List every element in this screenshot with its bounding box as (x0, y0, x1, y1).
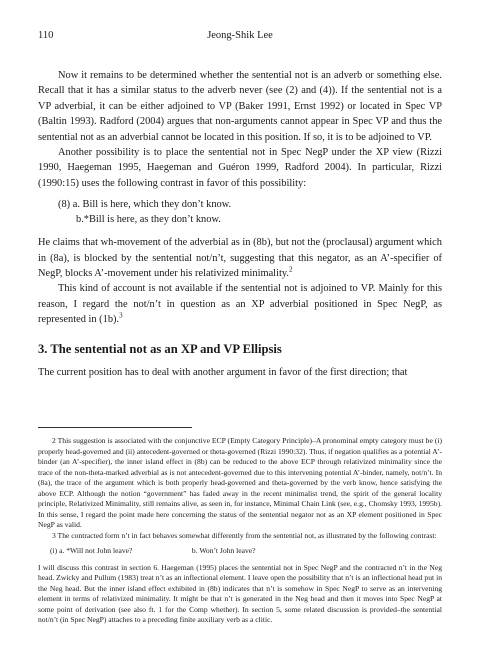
footnotes (38, 436, 442, 626)
paragraph-5: The current position has to deal with another argument in favor of the first direction; that (38, 367, 408, 379)
footnote-rule (38, 427, 192, 428)
footnote-3-example-b: b. Won’t John leave? (191, 546, 256, 555)
footnote-3-example-a: (i) a. *Will not John leave? (50, 546, 133, 555)
paragraph-2: Another possibility is to place the sentential not in Spec NegP under the XP view (Rizzi 1990, Haegeman 1995, Haegeman and Guéron 1999, Radford 2004). In particular, Rizzi (1990:15) uses the following contrast in favor of this possibility: (38, 147, 442, 189)
page-number: 110 (38, 30, 54, 41)
example-8b: b.*Bill is here, as they don’t know. (76, 214, 221, 226)
body-text (38, 68, 442, 381)
footnote-2: 2 This suggestion is associated with the conjunctive ECP (Empty Category Principle)–A pronominal empty category must be (i) properly head-governed and (ii) antecedent-governed or theta-governed (Rizzi 1990:32). Thus, if negation qualifies as a potential A’-binder (an A’-specifier), the inner island effect in (8b) can be reduced to the above ECP through relativized minimality since the trace of the non-theta-marked adverbial as is not antecedent-governed due to this intervening potential A’-binder, namely, not/n’t. In (8a), the trace of the argument which is both properly head-governed and theta-governed by the verb know, hence satisfying the above ECP. Although the notion “government” has faded away in the recent minimalist trend, the spirit of the general locality principle, Relativized Minimality, still remains alive, as seen in, for instance, Minimal Chain Link (see, e.g., Chomsky 1993, 1995b). In this sense, I regard the point made here concerning the status of the sentential negator not as an XP element positioned in Spec NegP as valid. (38, 436, 442, 529)
footnote-ref-3[interactable]: 3 (119, 311, 123, 320)
example-8a: (8) a. Bill is here, which they don’t know. (58, 199, 232, 211)
footnote-3-continuation: I will discuss this contrast in section 6. Haegeman (1995) places the sentential not in Spec NegP and the contracted n’t in the Neg head. Zwicky and Pullum (1983) treat n’t as an inflectional element. I leave open the possibility that n’t is an inflectional head put in the Neg head. But the inner island effect exhibited in (8b) indicates that n’t is somehow in Spec NegP to serve as an intervening element in terms of relativized minimality. It might be that n’t is generated in the Neg head and then it moves into Spec NegP at some point of derivation (see also ft. 1 for the Comp whether). In section 5, some related discussion is provided–the sentential not/n’t (in Spec NegP) attaches to a preceding finite auxiliary verb as a clitic. (38, 562, 442, 624)
running-head-author: Jeong-Shik Lee (207, 30, 273, 41)
paragraph-4 (38, 281, 442, 327)
footnote-ref-2[interactable]: 2 (288, 265, 293, 274)
footnote-3: 3 The contracted form n’t in fact behaves somewhat differently from the sentential not, as illustrated by the following contrast: (52, 530, 437, 540)
running-header (38, 30, 442, 44)
paragraph-3-text: He claims that wh-movement of the adverbial as in (8b), but not the (proclausal) argument which in (8a), is blocked by the sentential not/n’t, suggesting that this negator, as an A’-specifier of NegP, blocks A’-movement under his relativized minimality. (38, 237, 442, 280)
paragraph-3 (38, 235, 442, 281)
paragraph-1: Now it remains to be determined whether the sentential not is an adverb or something else. Recall that it has a similar status to the adverb never (see (2) and (4)). If the sentential not is a VP adverbial, it can be either adjoined to VP (Baker 1991, Ernst 1992) or located in Spec VP (Baltin 1993). Radford (2004) argues that non-arguments cannot appear in Spec VP and thus the sentential not as an adverbial cannot be located in this position. If so, it is to be adjoined to VP. (38, 70, 442, 143)
section-heading: 3. The sentential not as an XP and VP Ellipsis (38, 341, 282, 356)
paragraph-4-text: This kind of account is not available if the sentential not is adjoined to VP. Mainly for this reason, I regard the not/n’t in question as an XP adverbial positioned in Spec NegP, as represented in (1b). (38, 283, 442, 326)
example-8 (58, 197, 442, 227)
footnote-3-example (50, 546, 442, 557)
